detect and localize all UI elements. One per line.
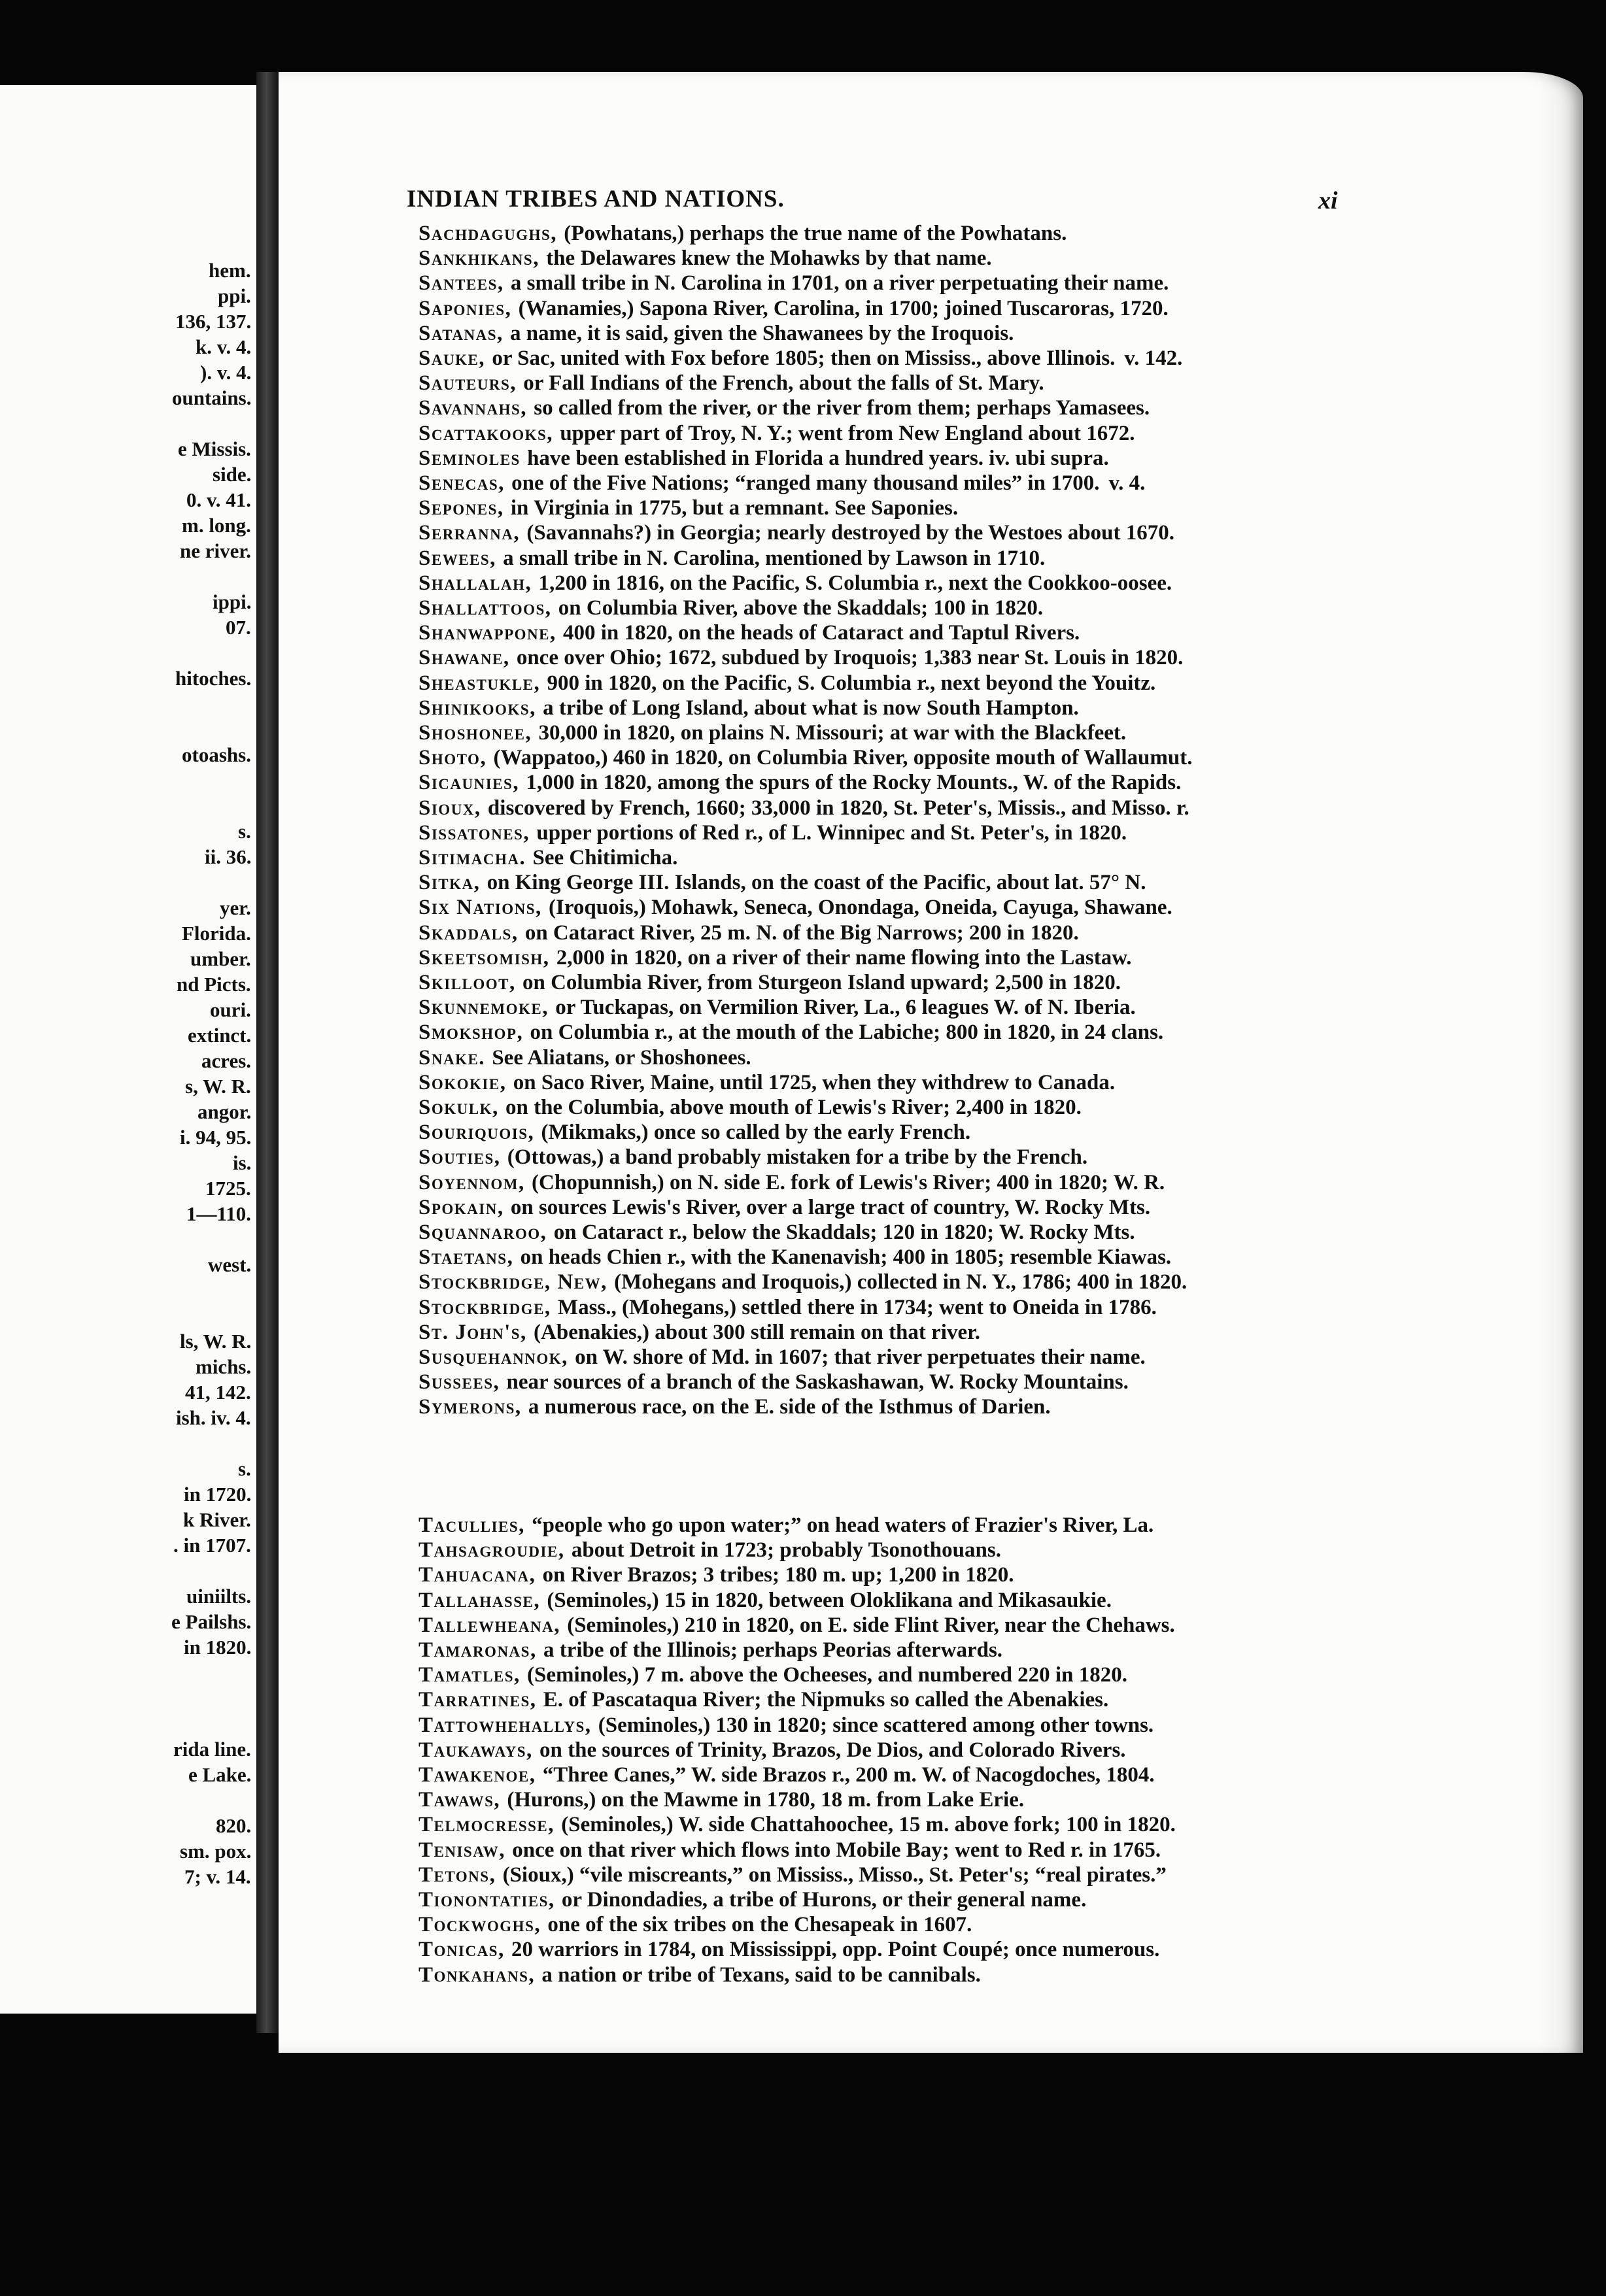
tribe-description: E. of Pascataqua River; the Nipmuks so called the Abenakies.: [543, 1688, 1109, 1712]
tribe-description: or Dinondadies, a tribe of Hurons, or their general name.: [561, 1888, 1087, 1912]
tribe-entry: [419, 1297, 1157, 1319]
tribe-name: Sauteurs,: [419, 371, 517, 396]
left-page-line: 07.: [226, 616, 251, 639]
tribe-description: or Tuckapas, on Vermilion River, La., 6 leagues W. of N. Iberia.: [555, 996, 1136, 1020]
left-page-line: uiniilts.: [186, 1585, 252, 1608]
tribe-entry: [419, 1372, 1129, 1393]
tribe-entry: [419, 1564, 1014, 1586]
left-page-line: Florida.: [182, 922, 251, 945]
tribe-description: about Detroit in 1723; probably Tsonothouans.: [571, 1538, 1001, 1562]
tribe-name: Squannaroo,: [419, 1221, 547, 1244]
tribe-description: have been established in Florida a hundred years. iv. ubi supra.: [527, 446, 1109, 470]
tribe-description: (Sioux,) “vile miscreants,” on Mississ., Misso., St. Peter's; “real pirates.”: [502, 1863, 1167, 1887]
tribe-entry: [419, 473, 1145, 494]
tribe-entry: [419, 1615, 1175, 1636]
left-page-line: otoashs.: [182, 743, 251, 766]
left-page-line: ppi.: [218, 284, 251, 307]
tribe-name: Sheastukle,: [419, 671, 541, 695]
tribe-name: Serranna,: [419, 521, 521, 545]
tribe-description: near sources of a branch of the Saskashawan, W. Rocky Mountains.: [506, 1370, 1129, 1394]
tribe-name: Tonicas,: [419, 1938, 505, 1962]
tribe-description: (Chopunnish,) on N. side E. fork of Lewis's River; 400 in 1820; W. R.: [532, 1170, 1165, 1194]
tribe-entry: [419, 673, 1155, 694]
left-page-line: west.: [208, 1253, 252, 1276]
tribe-name: Sokokie,: [419, 1070, 507, 1094]
tribe-entry: [419, 1515, 1153, 1536]
tribe-description: or Fall Indians of the French, about the falls of St. Mary.: [523, 371, 1044, 396]
left-page-line: umber.: [190, 947, 251, 970]
tribe-name: Stockbridge, New,: [419, 1270, 607, 1294]
left-page-line: i. 94, 95.: [180, 1126, 252, 1149]
tribe-description: (Seminoles,) 7 m. above the Ocheeses, and numbered 220 in 1820.: [527, 1663, 1127, 1687]
left-page-line: . in 1707.: [173, 1534, 251, 1557]
tribe-description: or Sac, united with Fox before 1805; then on Mississ., above Illinois.: [492, 346, 1116, 370]
tribe-name: Soyennom,: [419, 1170, 525, 1194]
tribe-entry: [419, 298, 1169, 320]
tribe-name: Sitimacha.: [419, 846, 526, 869]
tribe-description: a small tribe in N. Carolina, mentioned by Lawson in 1710.: [503, 546, 1046, 570]
tribe-description: (Mikmaks,) once so called by the early French.: [541, 1121, 971, 1145]
tribe-name: Shoshonee,: [419, 721, 532, 745]
left-page-line: e Pailshs.: [171, 1610, 252, 1633]
tribe-description: upper part of Troy, N. Y.; went from New England about 1672.: [560, 421, 1135, 445]
left-page-line: side.: [213, 463, 252, 486]
tribe-entry: [419, 1740, 1126, 1761]
tribe-entry: [419, 1865, 1167, 1886]
tribe-entry: [419, 798, 1189, 819]
tribe-entry: [419, 1889, 1086, 1911]
tribe-description: (Mohegans and Iroquois,) collected in N. Y., 1786; 400 in 1820.: [614, 1270, 1187, 1294]
tribe-name: Shinikooks,: [419, 696, 536, 720]
tribe-description: a name, it is said, given the Shawanees by the Iroquois.: [510, 321, 1014, 345]
tribe-name: Skilloot,: [419, 971, 516, 994]
tribe-entry: [419, 1965, 981, 1986]
left-page-line: in 1720.: [184, 1483, 252, 1506]
tribe-entry: [419, 1689, 1108, 1711]
tribe-description: (Seminoles,) W. side Chattahoochee, 15 m. above fork; 100 in 1820.: [561, 1813, 1176, 1837]
tribe-description: one of the Five Nations; “ranged many thousand miles” in 1700.: [511, 471, 1100, 495]
tribe-entry: [419, 647, 1183, 669]
tribe-description: discovered by French, 1660; 33,000 in 1820, St. Peter's, Missis., and Misso. r.: [487, 796, 1189, 820]
tribe-entry: [419, 573, 1172, 594]
tribe-description: (Seminoles,) 130 in 1820; since scattered among other towns.: [598, 1713, 1154, 1737]
left-page-line: s.: [238, 1457, 251, 1480]
tribe-name: Shanwappone,: [419, 621, 556, 645]
tribe-description: (Ottowas,) a band probably mistaken for a tribe by the French.: [507, 1145, 1088, 1170]
tribe-name: Tacullies,: [419, 1513, 525, 1537]
tribe-entry: [419, 1840, 1161, 1861]
tribe-name: Skaddals,: [419, 920, 519, 945]
left-page-line: is.: [233, 1151, 252, 1174]
page-number: xi: [1318, 187, 1338, 214]
tribe-description: a nation or tribe of Texans, said to be cannibals.: [541, 1963, 981, 1987]
tribe-description: on the sources of Trinity, Brazos, De Dios, and Colorado Rivers.: [539, 1738, 1126, 1762]
book-gutter: [256, 72, 279, 2033]
left-page-line: michs.: [196, 1355, 252, 1378]
left-page-line: ippi.: [213, 590, 252, 613]
left-page-line: nd Picts.: [177, 973, 251, 996]
tribe-name: Senecas,: [419, 471, 505, 495]
tribe-name: Souriquois,: [419, 1121, 535, 1145]
tribe-name: Sankhikans,: [419, 246, 539, 271]
tribe-name: Tawakenoe,: [419, 1763, 536, 1787]
tribe-description: a tribe of Long Island, about what is now South Hampton.: [543, 696, 1079, 720]
tribe-description: 900 in 1820, on the Pacific, S. Columbia r., next beyond the Youitz.: [547, 671, 1156, 695]
tribe-description: on Columbia River, from Sturgeon Island upward; 2,500 in 1820.: [522, 971, 1121, 994]
tribe-description: on Saco River, Maine, until 1725, when they withdrew to Canada.: [513, 1070, 1116, 1094]
tribe-description: on sources Lewis's River, over a large tract of country, W. Rocky Mts.: [510, 1195, 1151, 1219]
tribe-entry: [419, 972, 1121, 994]
left-page-line: ). v. 4.: [200, 361, 252, 384]
tribe-entry: [419, 772, 1181, 794]
tribe-description: on the Columbia, above mouth of Lewis's River; 2,400 in 1820.: [505, 1096, 1082, 1119]
tribe-description: (Seminoles,) 15 in 1820, between Oloklikana and Mikasaukie.: [547, 1588, 1112, 1612]
tribe-description: on Columbia River, above the Skaddals; 100 in 1820.: [558, 596, 1044, 620]
tribe-name: Susquehannok,: [419, 1345, 568, 1369]
tribe-description: a small tribe in N. Carolina in 1701, on a river perpetuating their name.: [510, 271, 1169, 295]
tribe-name: Savannahs,: [419, 396, 528, 420]
left-page-line: ii. 36.: [205, 845, 252, 868]
left-page-line: k. v. 4.: [196, 335, 252, 358]
tribe-entry: [419, 1222, 1135, 1243]
tribe-entry: [419, 1789, 1024, 1811]
tribe-entry: [419, 1172, 1165, 1194]
tribe-description: 1,200 in 1816, on the Pacific, S. Columbia r., next the Cookkoo-oosee.: [538, 571, 1172, 595]
tribe-name: Shoto,: [419, 746, 487, 770]
tribe-name: Sussees,: [419, 1370, 500, 1394]
tribe-entry: [419, 1664, 1127, 1686]
tribe-description: 2,000 in 1820, on a river of their name flowing into the Lastaw.: [556, 945, 1132, 970]
tribe-name: Stockbridge,: [419, 1295, 551, 1319]
tribe-entry: [419, 423, 1135, 445]
tribe-name: Scattakooks,: [419, 421, 554, 445]
tribe-entry: [419, 1272, 1187, 1293]
left-page-line: ne river.: [180, 539, 252, 562]
tribe-name: Six Nations,: [419, 896, 542, 920]
tribe-description: on heads Chien r., with the Kanenavish; 400 in 1805; resemble Kiawas.: [520, 1245, 1172, 1270]
tribe-entry: [419, 348, 1182, 369]
tribe-entry: [419, 1396, 1051, 1418]
tribe-entry: [419, 897, 1172, 919]
left-page-line: 1725.: [205, 1177, 251, 1200]
left-page-line: m. long.: [182, 514, 251, 537]
tribe-entry: [419, 1047, 751, 1069]
left-page-line: e Missis.: [178, 437, 251, 460]
tribe-entry: [419, 1764, 1155, 1786]
left-page-line: angor.: [197, 1100, 252, 1123]
left-page-line: 820.: [216, 1814, 252, 1837]
tribe-entry: [419, 1590, 1112, 1612]
tribe-description: 400 in 1820, on the heads of Cataract and Taptul Rivers.: [562, 621, 1080, 645]
tribe-entry: [419, 847, 677, 869]
tribe-description: “Three Canes,” W. side Brazos r., 200 m. W. of Nacogdoches, 1804.: [542, 1763, 1155, 1787]
tribe-entry: [419, 223, 1067, 245]
tribe-name: Sitka,: [419, 871, 481, 895]
tribe-name: Tawaws,: [419, 1788, 501, 1812]
tribe-description: (Seminoles,) 210 in 1820, on E. side Flint River, near the Chehaws.: [567, 1613, 1175, 1637]
tribe-description: on River Brazos; 3 tribes; 180 m. up; 1,200 in 1820.: [542, 1563, 1014, 1587]
tribe-entry: [419, 947, 1132, 969]
tribe-entry: [419, 1814, 1176, 1836]
tribe-entry: [419, 722, 1126, 744]
left-page-line: hem.: [209, 259, 251, 282]
tribe-description: “people who go upon water;” on head waters of Frazier's River, La.: [532, 1513, 1154, 1537]
tribe-name: Shallalah,: [419, 571, 532, 595]
tribe-entry: [419, 1197, 1150, 1219]
tribe-name: Sicaunies,: [419, 771, 520, 795]
tribe-description: (Iroquois,) Mohawk, Seneca, Onondaga, Oneida, Cayuga, Shawane.: [548, 896, 1172, 920]
tribe-description: a tribe of the Illinois; perhaps Peorias afterwards.: [543, 1638, 1003, 1662]
left-page-line: 41, 142.: [185, 1381, 251, 1404]
tribe-entry: [419, 373, 1044, 394]
tribe-name: Sachdagughs,: [419, 222, 558, 245]
left-page-line: k River.: [183, 1508, 251, 1531]
tribe-name: Satanas,: [419, 321, 504, 345]
left-page-line: ish. iv. 4.: [176, 1406, 251, 1429]
tribe-description: the Delawares knew the Mohawks by that name.: [546, 246, 992, 271]
tribe-name: Tamaronas,: [419, 1638, 537, 1662]
tribe-citation: v. 4.: [1108, 471, 1146, 495]
tribe-name: Tockwoghs,: [419, 1913, 541, 1937]
tribe-description: Mass., (Mohegans,) settled there in 1734; went to Oneida in 1786.: [557, 1295, 1157, 1319]
tribe-name: Tetons,: [419, 1863, 496, 1887]
tribe-name: Tahsagroudie,: [419, 1538, 565, 1562]
tribe-description: on King George III. Islands, on the coast of the Pacific, about lat. 57° N.: [487, 871, 1146, 895]
tribe-name: Tenisaw,: [419, 1838, 506, 1862]
tribe-description: once over Ohio; 1672, subdued by Iroquois; 1,383 near St. Louis in 1820.: [516, 646, 1184, 670]
tribe-name: Sewees,: [419, 546, 496, 570]
tribe-entry: [419, 1097, 1082, 1119]
left-page-fragment: [0, 85, 256, 2014]
tribe-entry: [419, 1022, 1163, 1043]
tribe-name: Sauke,: [419, 346, 486, 370]
tribe-entry: [419, 1122, 970, 1143]
left-page-line: s, W. R.: [185, 1075, 251, 1098]
tribe-description: so called from the river, or the river from them; perhaps Yamasees.: [534, 396, 1150, 420]
tribe-entry: [419, 698, 1079, 719]
tribe-name: Sokulk,: [419, 1096, 499, 1119]
tribe-description: (Savannahs?) in Georgia; nearly destroyed by the Westoes about 1670.: [526, 521, 1175, 545]
tribe-name: Santees,: [419, 271, 504, 295]
tribe-description: (Wappatoo,) 460 in 1820, on Columbia River, opposite mouth of Wallaumut.: [493, 746, 1193, 770]
tribe-description: upper portions of Red r., of L. Winnipec and St. Peter's, in 1820.: [536, 820, 1127, 845]
tribe-name: Smokshop,: [419, 1021, 524, 1045]
tribe-description: once on that river which flows into Mobile Bay; went to Red r. in 1765.: [512, 1838, 1161, 1862]
left-page-line: 7; v. 14.: [184, 1865, 251, 1888]
left-page-line: acres.: [201, 1049, 252, 1072]
left-page-line: s.: [238, 820, 251, 843]
tribe-entry: [419, 397, 1150, 419]
left-page-line: in 1820.: [184, 1636, 252, 1659]
left-page-line: 136, 137.: [175, 310, 252, 333]
tribe-name: Tattowhehallys,: [419, 1713, 592, 1737]
left-page-line: sm. pox.: [180, 1840, 252, 1863]
tribe-entry: [419, 997, 1136, 1019]
tribe-name: Saponies,: [419, 296, 512, 320]
tribe-entry: [419, 1939, 1159, 1961]
tribe-name: Shallattoos,: [419, 596, 552, 620]
left-page-line: e Lake.: [188, 1763, 252, 1786]
tribe-entry: [419, 498, 958, 519]
left-page-line: hitoches.: [175, 667, 252, 690]
tribe-name: Taukaways,: [419, 1738, 533, 1762]
left-page-line: ouri.: [210, 998, 251, 1021]
tribe-name: Skunnemoke,: [419, 996, 549, 1020]
tribe-name: Sioux,: [419, 796, 481, 820]
tribe-description: on W. shore of Md. in 1607; that river perpetuates their name.: [575, 1345, 1146, 1369]
tribe-entry: [419, 448, 1109, 469]
tribe-name: Tionontaties,: [419, 1888, 555, 1912]
tribe-name: Souties,: [419, 1145, 501, 1170]
tribe-name: Tarratines,: [419, 1688, 537, 1712]
tribe-name: Tahuacana,: [419, 1563, 536, 1587]
tribe-entry: [419, 822, 1127, 844]
tribe-description: in Virginia in 1775, but a remnant. See Saponies.: [510, 496, 959, 520]
page-edge-shadow: [1537, 72, 1583, 2053]
tribe-entry: [419, 1322, 980, 1343]
tribe-entry: [419, 522, 1174, 544]
tribe-name: St. John's,: [419, 1320, 527, 1344]
tribe-description: (Hurons,) on the Mawme in 1780, 18 m. from Lake Erie.: [507, 1788, 1025, 1812]
tribe-description: (Abenakies,) about 300 still remain on that river.: [534, 1320, 980, 1344]
tribe-name: Snake.: [419, 1045, 486, 1070]
tribe-description: on Cataract River, 25 m. N. of the Big Narrows; 200 in 1820.: [524, 920, 1079, 945]
left-page-line: yer.: [220, 896, 251, 919]
tribe-entry: [419, 273, 1169, 294]
tribe-description: 1,000 in 1820, among the spurs of the Rocky Mounts., W. of the Rapids.: [526, 771, 1182, 795]
tribe-name: Symerons,: [419, 1395, 522, 1419]
tribe-name: Spokain,: [419, 1195, 504, 1219]
tribe-name: Tallahasse,: [419, 1588, 541, 1612]
left-page-line: extinct.: [188, 1024, 252, 1047]
tribe-entry: [419, 1914, 972, 1936]
tribe-description: See Aliatans, or Shoshonees.: [492, 1045, 751, 1070]
left-page-line: 1—110.: [186, 1202, 252, 1225]
tribe-entry: [419, 323, 1014, 345]
left-page-line: rida line.: [173, 1738, 251, 1761]
tribe-name: Seminoles: [419, 446, 521, 470]
tribe-name: Tamatles,: [419, 1663, 521, 1687]
tribe-name: Shawane,: [419, 646, 510, 670]
tribe-name: Tallewheana,: [419, 1613, 560, 1637]
tribe-entry: [419, 872, 1146, 894]
tribe-description: 20 warriors in 1784, on Mississippi, opp. Point Coupé; once numerous.: [511, 1938, 1160, 1962]
tribe-description: (Wanamies,) Sapona River, Carolina, in 1700; joined Tuscaroras, 1720.: [518, 296, 1169, 320]
tribe-name: Sepones,: [419, 496, 504, 520]
running-head: INDIAN TRIBES AND NATIONS.: [407, 186, 785, 212]
tribe-description: on Cataract r., below the Skaddals; 120 in 1820; W. Rocky Mts.: [553, 1221, 1135, 1244]
tribe-entry: [419, 922, 1079, 944]
tribe-citation: v. 142.: [1124, 346, 1183, 370]
tribe-description: See Chitimicha.: [532, 846, 678, 869]
tribe-entry: [419, 1072, 1115, 1094]
tribe-entry: [419, 1247, 1171, 1268]
tribe-name: Telmocresse,: [419, 1813, 555, 1837]
left-page-line: ountains.: [172, 386, 252, 409]
tribe-name: Tonkahans,: [419, 1963, 536, 1987]
tribe-entry: [419, 1540, 1001, 1561]
tribe-entry: [419, 1147, 1087, 1168]
tribe-description: a numerous race, on the E. side of the Isthmus of Darien.: [528, 1395, 1051, 1419]
tribe-description: one of the six tribes on the Chesapeak in 1607.: [547, 1913, 972, 1937]
tribe-name: Skeetsomish,: [419, 945, 550, 970]
tribe-entry: [419, 1347, 1146, 1368]
tribe-entry: [419, 1715, 1153, 1736]
tribe-entry: [419, 248, 992, 269]
tribe-entry: [419, 598, 1043, 619]
tribe-description: (Powhatans,) perhaps the true name of the Powhatans.: [564, 222, 1067, 245]
tribe-name: Sissatones,: [419, 820, 530, 845]
tribe-description: on Columbia r., at the mouth of the Labiche; 800 in 1820, in 24 clans.: [530, 1021, 1164, 1045]
tribe-entry: [419, 622, 1080, 644]
tribe-entry: [419, 747, 1192, 769]
left-page-line: ls, W. R.: [180, 1330, 252, 1353]
tribe-entry: [419, 548, 1045, 569]
tribe-description: 30,000 in 1820, on plains N. Missouri; at war with the Blackfeet.: [538, 721, 1127, 745]
tribe-entry: [419, 1640, 1002, 1661]
tribe-name: Staetans,: [419, 1245, 514, 1270]
left-page-line: 0. v. 41.: [186, 488, 252, 511]
